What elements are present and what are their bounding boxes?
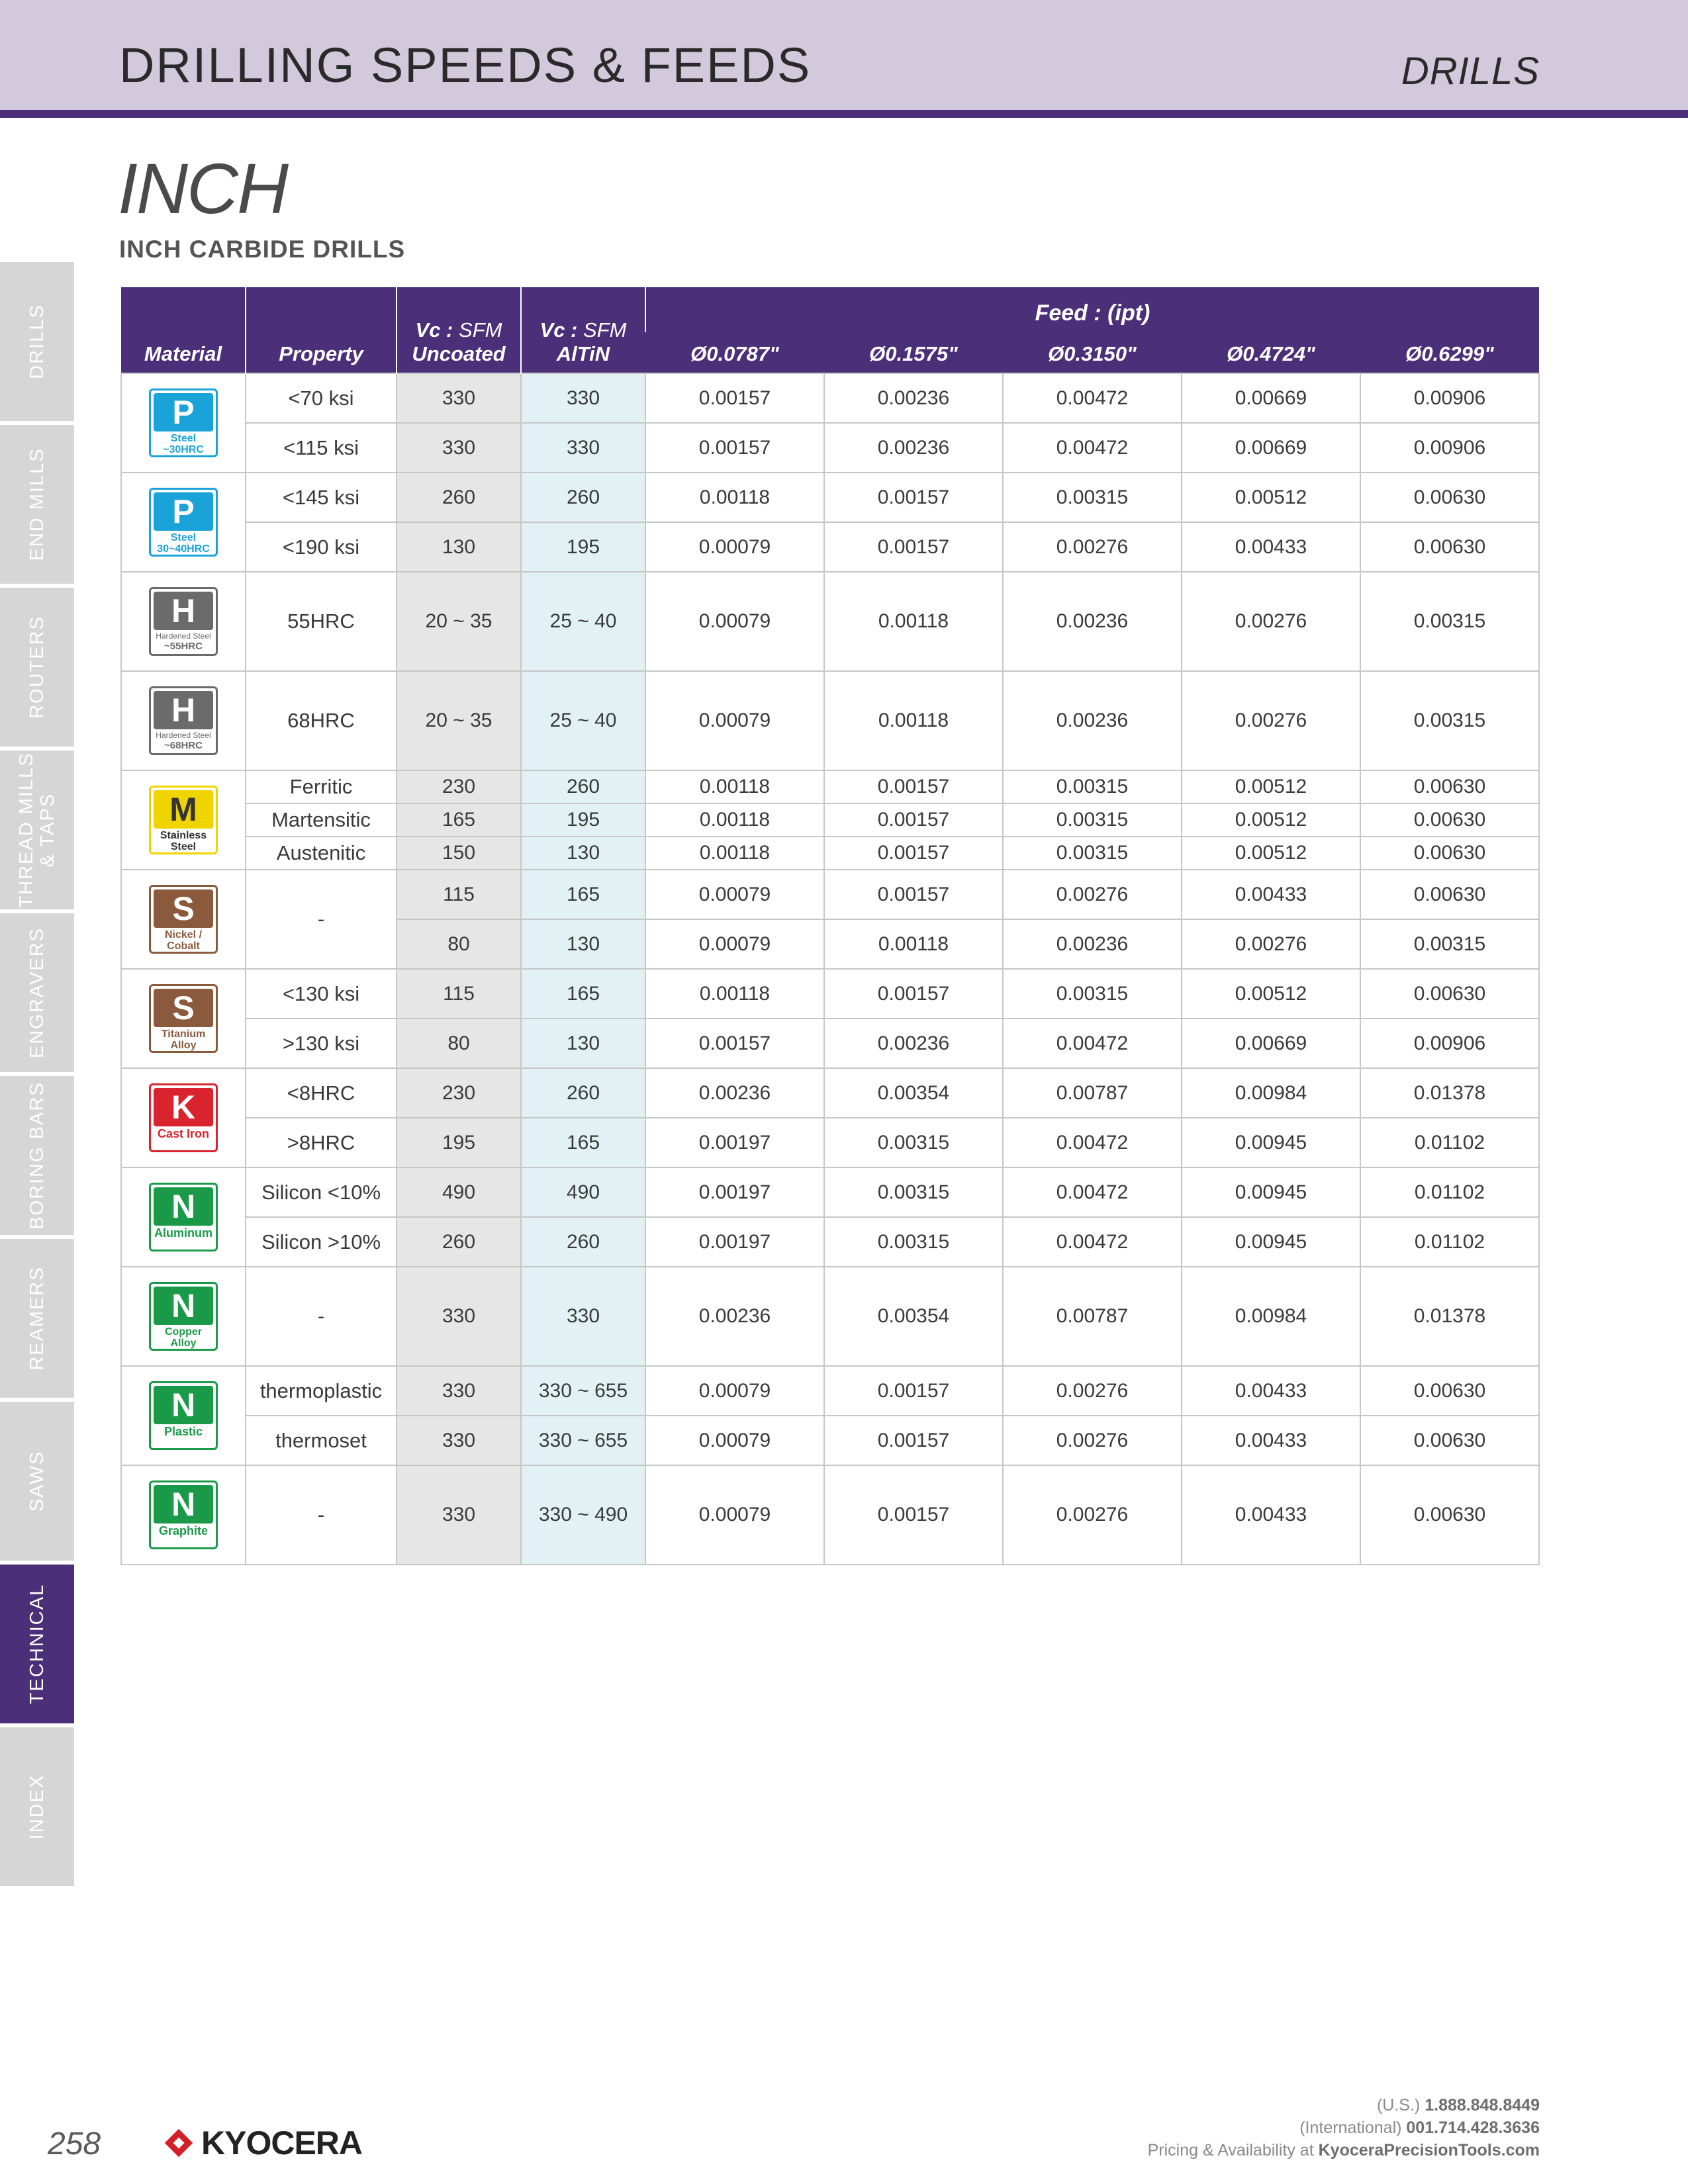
vc-uncoated-header bbox=[397, 287, 521, 373]
feed-cell: 0.00157 bbox=[824, 870, 1003, 919]
feed-cell: 0.00315 bbox=[1360, 572, 1539, 671]
vc-altin-header bbox=[521, 287, 645, 373]
feed-cell: 0.00630 bbox=[1360, 870, 1539, 919]
property-header: Property bbox=[246, 287, 397, 373]
vc-uncoated-cell: 330 bbox=[397, 1267, 521, 1366]
feed-cell: 0.00669 bbox=[1182, 373, 1360, 423]
vc-altin-cell: 330 bbox=[521, 423, 645, 473]
material-cell bbox=[121, 770, 246, 870]
property-cell: Silicon >10% bbox=[246, 1217, 397, 1267]
badge-caption: Titanium Alloy bbox=[161, 1028, 206, 1051]
page-number: 258 bbox=[48, 2126, 101, 2161]
feed-cell: 0.00157 bbox=[824, 1465, 1003, 1565]
property-cell: Silicon <10% bbox=[246, 1167, 397, 1217]
badge-caption: Hardened Steel ~68HRC bbox=[156, 731, 211, 751]
feed-cell: 0.00512 bbox=[1182, 969, 1360, 1019]
tab-thread-mills-taps[interactable] bbox=[0, 751, 74, 913]
feed-cell: 0.00315 bbox=[824, 1118, 1003, 1167]
feed-cell: 0.00236 bbox=[824, 1019, 1003, 1068]
feed-cell: 0.00157 bbox=[824, 770, 1003, 803]
property-cell: <8HRC bbox=[246, 1068, 397, 1118]
pricing-text: Pricing & Availability at bbox=[1147, 2141, 1314, 2160]
material-cell bbox=[121, 1167, 246, 1267]
feed-cell: 0.00630 bbox=[1360, 1366, 1539, 1416]
table-row bbox=[121, 423, 1539, 473]
vc-uncoated-cell: 80 bbox=[397, 919, 521, 969]
feed-cell: 0.00433 bbox=[1182, 1416, 1360, 1465]
material-badge-icon bbox=[149, 1480, 218, 1549]
material-cell bbox=[121, 1068, 246, 1167]
feed-cell: 0.00512 bbox=[1182, 837, 1360, 870]
feed-cell: 0.00354 bbox=[824, 1267, 1003, 1366]
material-cell bbox=[121, 1465, 246, 1565]
tab-label: INDEX bbox=[26, 1774, 48, 1840]
feed-cell: 0.00433 bbox=[1182, 1465, 1360, 1565]
section-name: DRILLS bbox=[1401, 50, 1540, 93]
tab-engravers[interactable] bbox=[0, 913, 74, 1076]
feed-cell: 0.00433 bbox=[1182, 1366, 1360, 1416]
table-row bbox=[121, 803, 1539, 837]
tab-label: END MILLS bbox=[26, 447, 48, 561]
altin-label: AlTiN bbox=[556, 342, 610, 365]
vc-altin-cell: 260 bbox=[521, 1217, 645, 1267]
badge-caption: Stainless Steel bbox=[160, 830, 207, 852]
feed-cell: 0.00079 bbox=[645, 572, 824, 671]
feed-cell: 0.00236 bbox=[1003, 572, 1182, 671]
feed-cell: 0.00276 bbox=[1182, 919, 1360, 969]
table-row bbox=[121, 671, 1539, 770]
kyocera-logo bbox=[163, 2123, 362, 2163]
vc-altin-cell: 330 bbox=[521, 1267, 645, 1366]
badge-letter: K bbox=[154, 1088, 213, 1126]
vc-uncoated-cell: 330 bbox=[397, 373, 521, 423]
tab-drills[interactable] bbox=[0, 262, 74, 425]
vc-uncoated-cell: 330 bbox=[397, 1465, 521, 1565]
table-row bbox=[121, 1167, 1539, 1217]
vc-altin-cell: 25 ~ 40 bbox=[521, 572, 645, 671]
vc-altin-cell: 165 bbox=[521, 1118, 645, 1167]
badge-caption: Nickel / Cobalt bbox=[164, 929, 203, 952]
vc-altin-cell: 165 bbox=[521, 969, 645, 1019]
feed-cell: 0.00433 bbox=[1182, 522, 1360, 572]
feed-cell: 0.00315 bbox=[824, 1167, 1003, 1217]
feed-cell: 0.00630 bbox=[1360, 969, 1539, 1019]
vc-uncoated-cell: 330 bbox=[397, 1416, 521, 1465]
badge-letter: M bbox=[154, 790, 213, 829]
table-row bbox=[121, 572, 1539, 671]
vc-unit: SFM bbox=[459, 318, 502, 341]
material-badge-icon bbox=[149, 984, 218, 1053]
badge-letter: P bbox=[154, 492, 213, 531]
tab-label: THREAD MILLS & TAPS bbox=[16, 752, 58, 908]
feed-cell: 0.00945 bbox=[1182, 1118, 1360, 1167]
badge-letter: N bbox=[154, 1485, 213, 1524]
feed-cell: 0.01378 bbox=[1360, 1068, 1539, 1118]
feed-cell: 0.00118 bbox=[645, 837, 824, 870]
property-cell: >8HRC bbox=[246, 1118, 397, 1167]
feed-cell: 0.00197 bbox=[645, 1118, 824, 1167]
badge-letter: N bbox=[154, 1386, 213, 1424]
table-row bbox=[121, 1019, 1539, 1068]
diameter-header: Ø0.6299" bbox=[1360, 332, 1539, 373]
feed-cell: 0.00512 bbox=[1182, 473, 1360, 522]
kyocera-mark-icon bbox=[163, 2127, 195, 2159]
us-phone: 1.888.848.8449 bbox=[1425, 2096, 1540, 2115]
feed-cell: 0.00472 bbox=[1003, 1019, 1182, 1068]
feed-cell: 0.00236 bbox=[824, 373, 1003, 423]
feed-cell: 0.00669 bbox=[1182, 423, 1360, 473]
feed-cell: 0.00315 bbox=[1360, 671, 1539, 770]
feed-cell: 0.00079 bbox=[645, 671, 824, 770]
unit-title: INCH bbox=[118, 148, 287, 228]
vc-uncoated-cell: 130 bbox=[397, 522, 521, 572]
tab-label: REAMERS bbox=[26, 1266, 48, 1371]
feed-cell: 0.00157 bbox=[824, 969, 1003, 1019]
property-cell: thermoset bbox=[246, 1416, 397, 1465]
feed-cell: 0.00079 bbox=[645, 1416, 824, 1465]
badge-letter: S bbox=[154, 989, 213, 1027]
feed-cell: 0.00945 bbox=[1182, 1167, 1360, 1217]
feed-cell: 0.00472 bbox=[1003, 423, 1182, 473]
feed-cell: 0.00157 bbox=[824, 837, 1003, 870]
feed-cell: 0.00630 bbox=[1360, 1416, 1539, 1465]
feed-cell: 0.00157 bbox=[645, 1019, 824, 1068]
property-cell: - bbox=[246, 870, 397, 969]
vc-uncoated-cell: 330 bbox=[397, 423, 521, 473]
material-cell bbox=[121, 473, 246, 572]
badge-caption: Aluminum bbox=[154, 1226, 212, 1240]
property-cell: Austenitic bbox=[246, 837, 397, 870]
material-badge-icon bbox=[149, 1282, 218, 1351]
header-divider bbox=[0, 110, 1688, 118]
feed-cell: 0.00945 bbox=[1182, 1217, 1360, 1267]
feed-cell: 0.00906 bbox=[1360, 423, 1539, 473]
vc-altin-cell: 165 bbox=[521, 870, 645, 919]
table-row bbox=[121, 473, 1539, 522]
vc-unit: SFM bbox=[583, 318, 627, 341]
vc-uncoated-cell: 165 bbox=[397, 803, 521, 837]
feed-cell: 0.00630 bbox=[1360, 473, 1539, 522]
vc-uncoated-cell: 115 bbox=[397, 870, 521, 919]
feed-cell: 0.01102 bbox=[1360, 1217, 1539, 1267]
feed-cell: 0.00984 bbox=[1182, 1267, 1360, 1366]
feed-cell: 0.00276 bbox=[1003, 870, 1182, 919]
feed-cell: 0.01102 bbox=[1360, 1118, 1539, 1167]
vc-prefix: Vc : bbox=[415, 318, 453, 341]
tab-boring-bars[interactable] bbox=[0, 1076, 74, 1239]
material-cell bbox=[121, 870, 246, 969]
material-badge-icon bbox=[149, 1381, 218, 1450]
badge-caption: Plastic bbox=[164, 1425, 203, 1438]
vc-altin-cell: 195 bbox=[521, 803, 645, 837]
tab-index[interactable] bbox=[0, 1727, 74, 1890]
property-cell: <145 ksi bbox=[246, 473, 397, 522]
vc-uncoated-cell: 195 bbox=[397, 1118, 521, 1167]
diameter-header: Ø0.4724" bbox=[1182, 332, 1360, 373]
feed-header: Feed : (ipt) bbox=[645, 287, 1539, 332]
vc-uncoated-cell: 80 bbox=[397, 1019, 521, 1068]
feed-cell: 0.00236 bbox=[645, 1267, 824, 1366]
badge-letter: H bbox=[154, 592, 213, 630]
feed-cell: 0.00197 bbox=[645, 1217, 824, 1267]
feed-cell: 0.00157 bbox=[645, 423, 824, 473]
logo-text: KYOCERA bbox=[201, 2124, 363, 2161]
badge-letter: N bbox=[154, 1187, 213, 1226]
badge-letter: H bbox=[154, 691, 213, 729]
feed-cell: 0.00630 bbox=[1360, 837, 1539, 870]
vc-altin-cell: 330 ~ 490 bbox=[521, 1465, 645, 1565]
feed-cell: 0.00315 bbox=[1360, 919, 1539, 969]
feed-cell: 0.00157 bbox=[824, 522, 1003, 572]
badge-letter: N bbox=[154, 1287, 213, 1325]
tab-technical[interactable] bbox=[0, 1565, 74, 1727]
feed-cell: 0.00157 bbox=[645, 373, 824, 423]
table-row bbox=[121, 837, 1539, 870]
feed-cell: 0.00512 bbox=[1182, 803, 1360, 837]
feed-cell: 0.00079 bbox=[645, 522, 824, 572]
vc-altin-cell: 260 bbox=[521, 473, 645, 522]
feed-cell: 0.00118 bbox=[824, 919, 1003, 969]
table-row bbox=[121, 1366, 1539, 1416]
feed-cell: 0.00236 bbox=[645, 1068, 824, 1118]
badge-letter: P bbox=[154, 393, 213, 432]
table-row bbox=[121, 1068, 1539, 1118]
property-cell: Martensitic bbox=[246, 803, 397, 837]
property-cell: thermoplastic bbox=[246, 1366, 397, 1416]
property-cell: 68HRC bbox=[246, 671, 397, 770]
feed-cell: 0.00630 bbox=[1360, 770, 1539, 803]
material-badge-icon bbox=[149, 388, 218, 457]
feed-cell: 0.00472 bbox=[1003, 1118, 1182, 1167]
property-cell: <70 ksi bbox=[246, 373, 397, 423]
feed-cell: 0.00472 bbox=[1003, 373, 1182, 423]
feed-cell: 0.00157 bbox=[824, 1416, 1003, 1465]
material-badge-icon bbox=[149, 786, 218, 854]
table-row bbox=[121, 522, 1539, 572]
badge-caption: Cast Iron bbox=[157, 1127, 209, 1140]
table-row bbox=[121, 373, 1539, 423]
pricing-line bbox=[1148, 2139, 1540, 2161]
table-row bbox=[121, 1118, 1539, 1167]
material-cell bbox=[121, 671, 246, 770]
property-cell: <130 ksi bbox=[246, 969, 397, 1019]
vc-altin-cell: 260 bbox=[521, 1068, 645, 1118]
feed-cell: 0.00118 bbox=[645, 969, 824, 1019]
feed-cell: 0.00315 bbox=[824, 1217, 1003, 1267]
feed-cell: 0.00118 bbox=[645, 770, 824, 803]
vc-altin-cell: 330 bbox=[521, 373, 645, 423]
feed-cell: 0.00157 bbox=[824, 473, 1003, 522]
uncoated-label: Uncoated bbox=[412, 342, 506, 365]
tab-saws[interactable] bbox=[0, 1402, 74, 1565]
vc-altin-cell: 25 ~ 40 bbox=[521, 671, 645, 770]
feed-cell: 0.00157 bbox=[824, 803, 1003, 837]
page-title: DRILLING SPEEDS & FEEDS bbox=[119, 38, 812, 93]
tab-reamers[interactable] bbox=[0, 1239, 74, 1402]
vc-altin-cell: 330 ~ 655 bbox=[521, 1366, 645, 1416]
feed-cell: 0.00276 bbox=[1003, 1366, 1182, 1416]
feed-cell: 0.00079 bbox=[645, 870, 824, 919]
feed-cell: 0.00079 bbox=[645, 1465, 824, 1565]
vc-uncoated-cell: 20 ~ 35 bbox=[397, 572, 521, 671]
material-badge-icon bbox=[149, 488, 218, 557]
table-row bbox=[121, 770, 1539, 803]
material-badge-icon bbox=[149, 686, 218, 755]
intl-contact bbox=[1148, 2116, 1540, 2139]
feed-cell: 0.00787 bbox=[1003, 1267, 1182, 1366]
feed-cell: 0.00157 bbox=[824, 1366, 1003, 1416]
feed-cell: 0.00472 bbox=[1003, 1217, 1182, 1267]
feed-cell: 0.00276 bbox=[1003, 1416, 1182, 1465]
property-cell: - bbox=[246, 1267, 397, 1366]
table-row bbox=[121, 870, 1539, 919]
tab-label: DRILLS bbox=[26, 304, 48, 379]
vc-altin-cell: 130 bbox=[521, 837, 645, 870]
feed-cell: 0.00787 bbox=[1003, 1068, 1182, 1118]
property-cell: <115 ksi bbox=[246, 423, 397, 473]
tab-label: SAWS bbox=[26, 1450, 48, 1512]
material-badge-icon bbox=[149, 1083, 218, 1152]
property-cell: <190 ksi bbox=[246, 522, 397, 572]
feed-cell: 0.00079 bbox=[645, 1366, 824, 1416]
speeds-feeds-table bbox=[120, 287, 1540, 1565]
feed-cell: 0.00118 bbox=[824, 572, 1003, 671]
feed-cell: 0.00236 bbox=[824, 423, 1003, 473]
vc-altin-cell: 130 bbox=[521, 1019, 645, 1068]
feed-cell: 0.00433 bbox=[1182, 870, 1360, 919]
vc-uncoated-cell: 20 ~ 35 bbox=[397, 671, 521, 770]
table-subtitle: INCH CARBIDE DRILLS bbox=[119, 236, 406, 263]
vc-uncoated-cell: 150 bbox=[397, 837, 521, 870]
table-row bbox=[121, 1416, 1539, 1465]
feed-cell: 0.00984 bbox=[1182, 1068, 1360, 1118]
feed-cell: 0.00630 bbox=[1360, 1465, 1539, 1565]
vc-altin-cell: 490 bbox=[521, 1167, 645, 1217]
material-header: Material bbox=[121, 287, 246, 373]
material-cell bbox=[121, 1366, 246, 1465]
material-badge-icon bbox=[149, 1183, 218, 1251]
feed-cell: 0.00276 bbox=[1182, 671, 1360, 770]
tab-end-mills[interactable] bbox=[0, 425, 74, 588]
property-cell: >130 ksi bbox=[246, 1019, 397, 1068]
tab-label: BORING BARS bbox=[26, 1081, 48, 1230]
feed-cell: 0.00118 bbox=[645, 473, 824, 522]
property-cell: 55HRC bbox=[246, 572, 397, 671]
feed-cell: 0.00669 bbox=[1182, 1019, 1360, 1068]
vc-altin-cell: 330 ~ 655 bbox=[521, 1416, 645, 1465]
material-cell bbox=[121, 969, 246, 1068]
table-row bbox=[121, 1217, 1539, 1267]
material-badge-icon bbox=[149, 587, 218, 656]
vc-prefix: Vc : bbox=[539, 318, 578, 341]
vc-uncoated-cell: 260 bbox=[397, 1217, 521, 1267]
tab-label: ENGRAVERS bbox=[26, 927, 48, 1058]
feed-cell: 0.00236 bbox=[1003, 671, 1182, 770]
vc-uncoated-cell: 115 bbox=[397, 969, 521, 1019]
feed-cell: 0.01378 bbox=[1360, 1267, 1539, 1366]
material-cell bbox=[121, 1267, 246, 1366]
contact-info bbox=[1148, 2094, 1540, 2161]
feed-cell: 0.00197 bbox=[645, 1167, 824, 1217]
feed-cell: 0.00118 bbox=[645, 803, 824, 837]
feed-cell: 0.00630 bbox=[1360, 803, 1539, 837]
vc-altin-cell: 195 bbox=[521, 522, 645, 572]
vc-altin-cell: 260 bbox=[521, 770, 645, 803]
feed-cell: 0.00630 bbox=[1360, 522, 1539, 572]
tab-label: TECHNICAL bbox=[26, 1583, 48, 1705]
material-cell bbox=[121, 572, 246, 671]
feed-cell: 0.01102 bbox=[1360, 1167, 1539, 1217]
feed-cell: 0.00276 bbox=[1003, 1465, 1182, 1565]
website-link[interactable]: KyoceraPrecisionTools.com bbox=[1318, 2141, 1540, 2160]
feed-cell: 0.00354 bbox=[824, 1068, 1003, 1118]
vc-uncoated-cell: 230 bbox=[397, 1068, 521, 1118]
feed-cell: 0.00118 bbox=[824, 671, 1003, 770]
feed-cell: 0.00079 bbox=[645, 919, 824, 969]
us-contact bbox=[1148, 2094, 1540, 2116]
vc-uncoated-cell: 490 bbox=[397, 1167, 521, 1217]
feed-cell: 0.00512 bbox=[1182, 770, 1360, 803]
vc-altin-cell: 130 bbox=[521, 919, 645, 969]
feed-cell: 0.00906 bbox=[1360, 373, 1539, 423]
vc-uncoated-cell: 260 bbox=[397, 473, 521, 522]
property-cell: Ferritic bbox=[246, 770, 397, 803]
diameter-header: Ø0.0787" bbox=[645, 332, 824, 373]
badge-caption: Copper Alloy bbox=[165, 1326, 202, 1349]
tab-label: ROUTERS bbox=[26, 615, 48, 719]
feed-cell: 0.00472 bbox=[1003, 1167, 1182, 1217]
feed-cell: 0.00315 bbox=[1003, 770, 1182, 803]
feed-cell: 0.00906 bbox=[1360, 1019, 1539, 1068]
diameter-header: Ø0.3150" bbox=[1003, 332, 1182, 373]
badge-caption: Steel ~30HRC bbox=[163, 433, 204, 455]
feed-cell: 0.00276 bbox=[1182, 572, 1360, 671]
table-row bbox=[121, 969, 1539, 1019]
table-row bbox=[121, 1465, 1539, 1565]
badge-caption: Graphite bbox=[158, 1524, 208, 1537]
us-label: (U.S.) bbox=[1376, 2096, 1421, 2115]
badge-letter: S bbox=[154, 889, 213, 928]
table-row bbox=[121, 1267, 1539, 1366]
feed-cell: 0.00315 bbox=[1003, 837, 1182, 870]
feed-cell: 0.00276 bbox=[1003, 522, 1182, 572]
badge-caption: Steel 30~40HRC bbox=[157, 532, 210, 555]
material-badge-icon bbox=[149, 885, 218, 954]
diameter-header: Ø0.1575" bbox=[824, 332, 1003, 373]
vc-uncoated-cell: 330 bbox=[397, 1366, 521, 1416]
feed-cell: 0.00315 bbox=[1003, 969, 1182, 1019]
property-cell: - bbox=[246, 1465, 397, 1565]
feed-cell: 0.00236 bbox=[1003, 919, 1182, 969]
intl-phone: 001.714.428.3636 bbox=[1406, 2118, 1540, 2137]
feed-cell: 0.00315 bbox=[1003, 473, 1182, 522]
badge-caption: Hardened Steel ~55HRC bbox=[156, 631, 211, 652]
tab-routers[interactable] bbox=[0, 588, 74, 751]
feed-cell: 0.00315 bbox=[1003, 803, 1182, 837]
intl-label: (International) bbox=[1299, 2118, 1402, 2137]
vc-uncoated-cell: 230 bbox=[397, 770, 521, 803]
material-cell bbox=[121, 373, 246, 473]
